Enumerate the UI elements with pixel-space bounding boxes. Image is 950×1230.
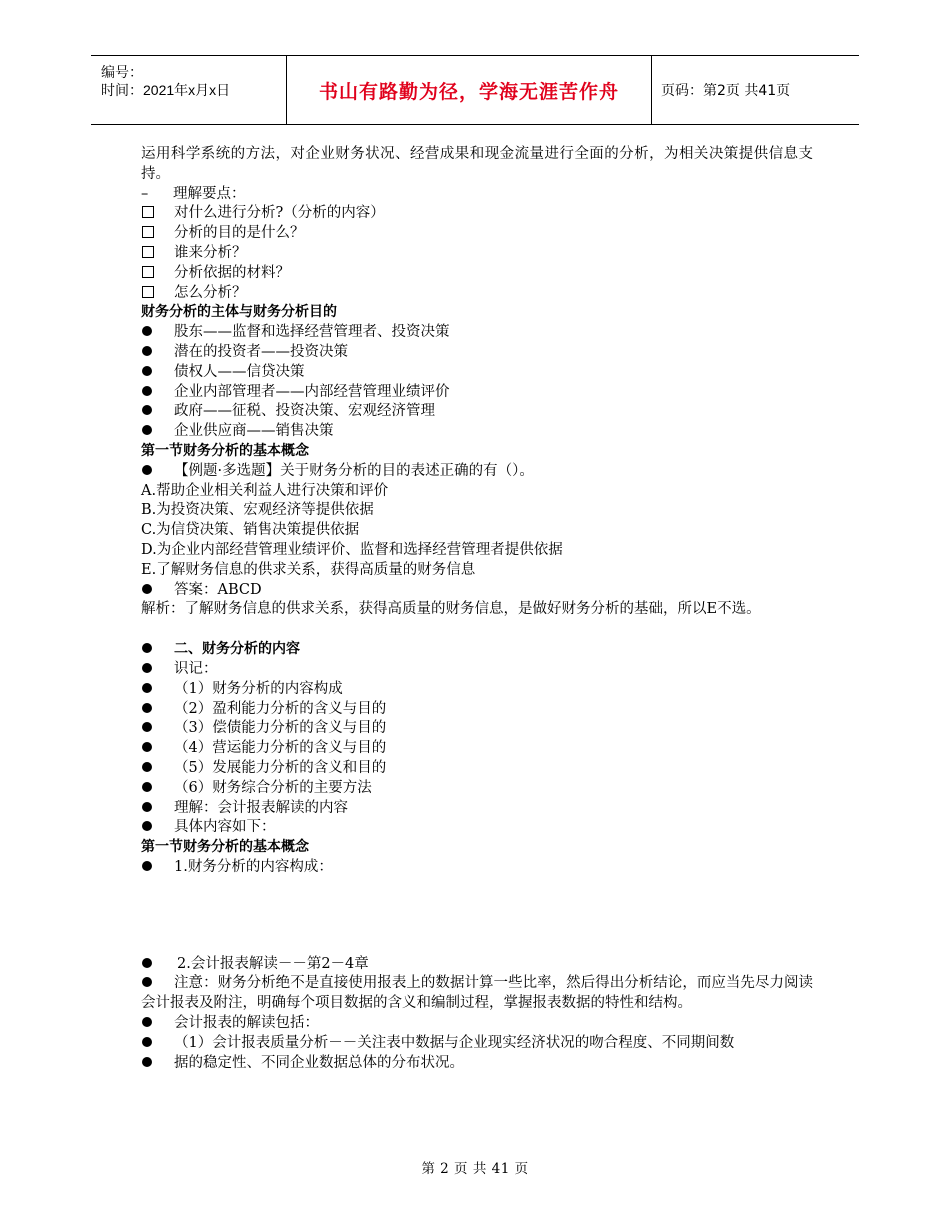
bullet-icon (142, 425, 152, 435)
checkbox-icon (142, 226, 154, 238)
option-item: D.为企业内部经营管理业绩评价、监督和选择经营管理者提供依据 (141, 541, 563, 558)
checkbox-list-item: 对什么进行分析?（分析的内容） (141, 204, 813, 224)
bullet-icon (142, 977, 152, 987)
checkbox-list-item: 谁来分析？ (141, 244, 813, 264)
bullet-item: 潜在的投资者——投资决策 (141, 343, 813, 363)
bullet-item: （1）财务分析的内容构成 (141, 680, 813, 700)
bullet-icon (142, 584, 152, 594)
bullet-icon (142, 782, 152, 792)
header-meta (91, 56, 285, 124)
bullet-item: （1）会计报表质量分析－－关注表中数据与企业现实经济状况的吻合程度、不同期间数 (141, 1034, 813, 1054)
document-date-label: 时间：2021年x月x日 (101, 82, 231, 98)
section-heading: 财务分析的主体与财务分析目的 (141, 304, 337, 321)
bullet-icon (142, 742, 152, 752)
note-paragraph: 注意：财务分析绝不是直接使用报表上的数据计算一些比率，然后得出分析结论，而应当先尽力阅读会计报表及附注，明确每个项目数据的含义和编制过程，掌握报表数据的特性和结构。 (141, 975, 813, 1012)
section-heading: 第一节财务分析的基本概念 (141, 442, 309, 459)
bullet-item: （6）财务综合分析的主要方法 (141, 779, 813, 799)
bullet-icon (142, 802, 152, 812)
bullet-item: （5）发展能力分析的含义和目的 (141, 759, 813, 779)
checkbox-list-item: 分析的目的是什么？ (141, 224, 813, 244)
page-footer (0, 1157, 950, 1177)
bullet-icon (142, 722, 152, 732)
bullet-item: 识记： (141, 660, 813, 680)
bullet-item: 二、财务分析的内容 (141, 640, 813, 660)
bullet-item: 企业供应商——销售决策 (141, 422, 813, 442)
bullet-item: （3）偿债能力分析的含义与目的 (141, 719, 813, 739)
footer-page-number: 第 2 页 共 41 页 (421, 1161, 529, 1177)
bullet-icon (142, 326, 152, 336)
bullet-icon (142, 683, 152, 693)
bullet-item: 债权人——信贷决策 (141, 363, 813, 383)
bullet-item: 政府——征税、投资决策、宏观经济管理 (141, 402, 813, 422)
dash-list-item: – 理解要点： (141, 185, 813, 205)
bullet-icon (142, 386, 152, 396)
bullet-icon (142, 861, 152, 871)
bullet-icon (142, 1037, 152, 1047)
header-page-info: 页码：第2页 共41页 (661, 83, 791, 99)
checkbox-icon (142, 246, 154, 258)
bullet-icon (142, 762, 152, 772)
bullet-icon (142, 346, 152, 356)
bullet-icon (142, 643, 152, 653)
bullet-item: 企业内部管理者——内部经营管理业绩评价 (141, 383, 813, 403)
intro-paragraph: 运用科学系统的方法，对企业财务状况、经营成果和现金流量进行全面的分析，为相关决策提供信息支持。 (141, 146, 813, 182)
bullet-icon (142, 465, 152, 475)
bullet-item: 据的稳定性、不同企业数据总体的分布状况。 (141, 1054, 813, 1074)
bullet-item: 2.会计报表解读－－第2－4章 (141, 955, 813, 975)
bullet-item: 具体内容如下： (141, 818, 813, 838)
bullet-item: 1.财务分析的内容构成： (141, 858, 813, 878)
checkbox-list-item: 怎么分析？ (141, 284, 813, 304)
bullet-icon (142, 703, 152, 713)
option-item: E.了解财务信息的供求关系，获得高质量的财务信息 (141, 561, 476, 578)
dash-marker: – (141, 185, 149, 202)
option-item: A.帮助企业相关利益人进行决策和评价 (141, 482, 389, 499)
checkbox-icon (142, 286, 154, 298)
checkbox-icon (142, 206, 154, 218)
bullet-icon (142, 366, 152, 376)
explanation-paragraph: 解析：了解财务信息的供求关系，获得高质量的财务信息，是做好财务分析的基础，所以E不选。 (141, 601, 761, 618)
checkbox-list-item: 分析依据的材料？ (141, 264, 813, 284)
bullet-icon (142, 405, 152, 415)
bullet-item: 会计报表的解读包括： (141, 1014, 813, 1034)
bullet-icon (142, 663, 152, 673)
document-body (141, 145, 813, 1073)
bullet-item: 【例题·多选题】关于财务分析的目的表述正确的有（）。 (141, 462, 813, 482)
bullet-item: 答案：ABCD (141, 581, 813, 601)
checkbox-icon (142, 266, 154, 278)
bullet-item: 股东——监督和选择经营管理者、投资决策 (141, 323, 813, 343)
bullet-icon (142, 1057, 152, 1067)
bullet-item: （2）盈利能力分析的含义与目的 (141, 700, 813, 720)
option-item: B.为投资决策、宏观经济等提供依据 (141, 502, 374, 519)
header-motto: 书山有路勤为径，学海无涯苦作舟 (286, 56, 652, 124)
bullet-icon (142, 958, 152, 968)
bullet-item: 理解：会计报表解读的内容 (141, 799, 813, 819)
document-number-label: 编号： (101, 64, 143, 80)
section-heading: 第一节财务分析的基本概念 (141, 839, 309, 856)
option-item: C.为信贷决策、销售决策提供依据 (141, 522, 360, 539)
page-header (91, 55, 859, 125)
bullet-item: （4）营运能力分析的含义与目的 (141, 739, 813, 759)
bullet-icon (142, 821, 152, 831)
bullet-icon (142, 1017, 152, 1027)
